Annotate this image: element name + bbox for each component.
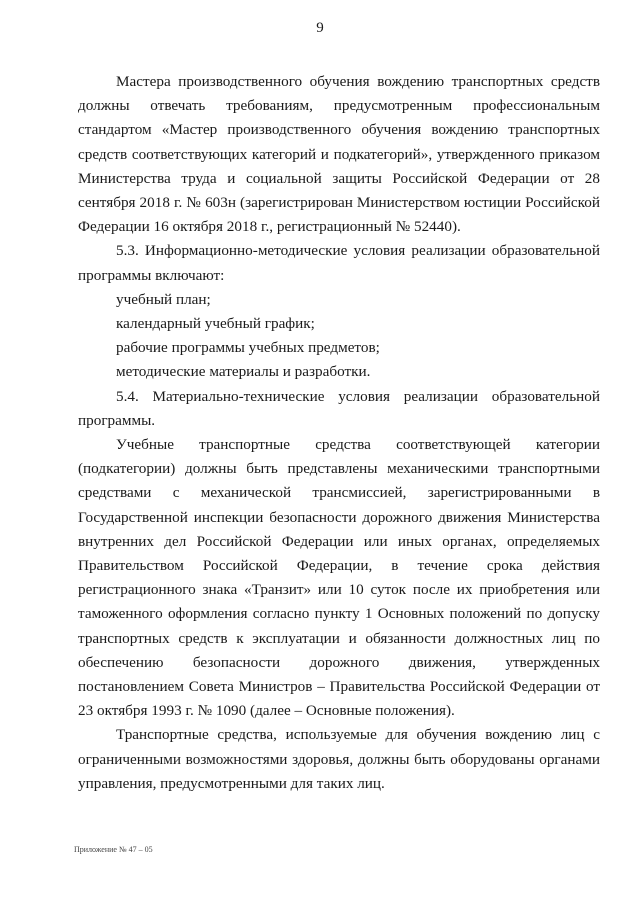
paragraph-disability-vehicles: Транспортные средства, используемые для обучения вождению лиц с ограниченными возможностями здоровья, должны быть оборудованы органами управления, предусмотренными для таких лиц. [78, 726, 600, 792]
paragraph-section-5-3: 5.3. Информационно-методические условия реализации образовательной программы включают: [78, 242, 600, 284]
document-body [78, 70, 600, 796]
paragraph-instructors: Мастера производственного обучения вождению транспортных средств должны отвечать требованиям, предусмотренным профессиональным стандартом «Мастер производственного обучения вождению транспортных средств соответствующих категорий и подкатегорий», утвержденного приказом Министерства труда и социальной защиты Российской Федерации от 28 сентября 2018 г. № 603н (зарегистрирован Министерством юстиции Российской Федерации 16 октября 2018 г., регистрационный № 52440). [78, 73, 600, 236]
paragraph-section-5-4: 5.4. Материально-технические условия реализации образовательной программы. [78, 387, 600, 429]
list-item: методические материалы и разработки. [116, 363, 371, 381]
list-item: рабочие программы учебных предметов; [116, 339, 380, 357]
footer-note: Приложение № 47 – 05 [74, 845, 153, 854]
page-number: 9 [316, 20, 324, 36]
list-item: учебный план; [116, 290, 211, 308]
paragraph-training-vehicles: Учебные транспортные средства соответствующей категории (подкатегории) должны быть представлены механическими транспортными средствами с механической трансмиссией, зарегистрированными в Государственной инспекции безопасности дорожного движения Министерства внутренних дел Российской Федерации или иных органах, определяемых Правительством Российской Федерации, в течение срока действия регистрационного знака «Транзит» или 10 суток после их приобретения или таможенного оформления согласно пункту 1 Основных положений по допуску транспортных средств к эксплуатации и обязанности должностных лиц по обеспечению безопасности дорожного движения, утвержденных постановлением Совета Министров – Правительства Российской Федерации от 23 октября 1993 г. № 1090 (далее – Основные положения). [78, 436, 600, 720]
list-item: календарный учебный график; [116, 315, 315, 333]
